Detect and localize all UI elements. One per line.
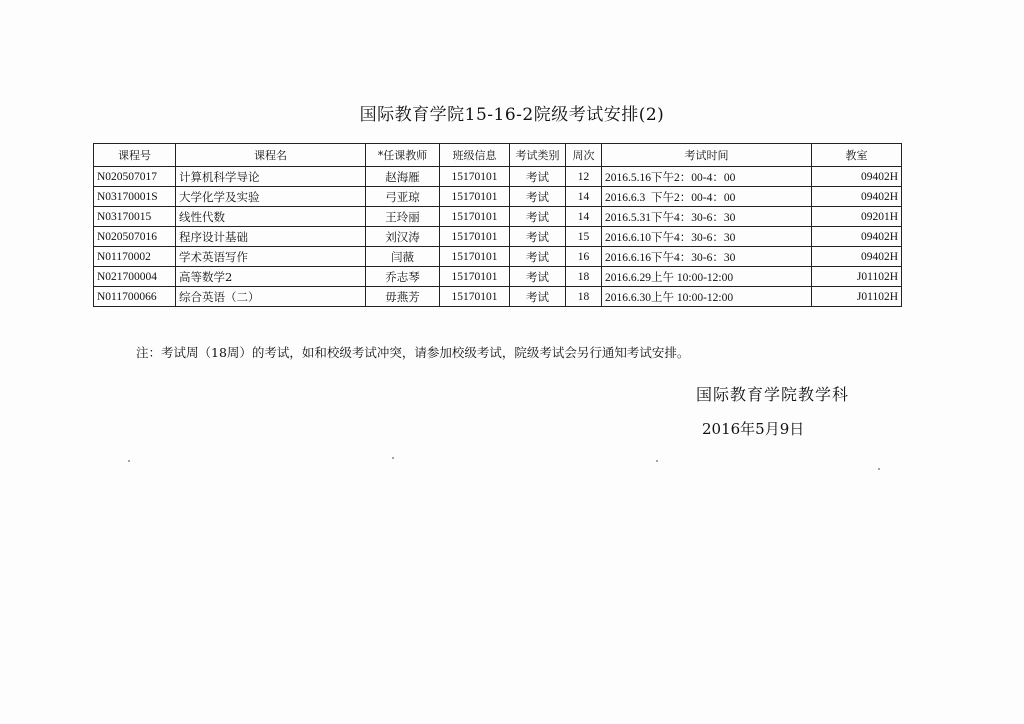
header-week: 周次 xyxy=(566,144,602,167)
scan-speck xyxy=(128,460,130,462)
cell-exam-type: 考试 xyxy=(510,247,566,267)
cell-classroom: 09402H xyxy=(812,187,902,207)
cell-exam-time: 2016.6.3 下午2：00-4：00 xyxy=(602,187,812,207)
cell-week: 14 xyxy=(566,207,602,227)
table-row xyxy=(94,267,902,287)
cell-exam-time: 2016.6.29上午 10:00-12:00 xyxy=(602,267,812,287)
cell-course-code: N01170002 xyxy=(94,247,176,267)
cell-exam-time: 2016.6.16下午4：30-6：30 xyxy=(602,247,812,267)
cell-teacher: 赵海雁 xyxy=(366,167,440,187)
cell-exam-type: 考试 xyxy=(510,207,566,227)
header-exam-type: 考试类别 xyxy=(510,144,566,167)
cell-week: 16 xyxy=(566,247,602,267)
header-course-name: 课程名 xyxy=(176,144,366,167)
cell-week: 15 xyxy=(566,227,602,247)
cell-class-info: 15170101 xyxy=(440,167,510,187)
cell-course-name: 学术英语写作 xyxy=(176,247,366,267)
table-row xyxy=(94,207,902,227)
cell-teacher: 刘汉涛 xyxy=(366,227,440,247)
table-header-row xyxy=(94,144,902,167)
cell-course-code: N03170015 xyxy=(94,207,176,227)
cell-course-code: N021700004 xyxy=(94,267,176,287)
cell-teacher: 闫薇 xyxy=(366,247,440,267)
scan-speck xyxy=(878,468,880,470)
cell-course-name: 程序设计基础 xyxy=(176,227,366,247)
table-row xyxy=(94,167,902,187)
cell-teacher: 王玲丽 xyxy=(366,207,440,227)
cell-course-code: N03170001S xyxy=(94,187,176,207)
cell-course-name: 综合英语（二） xyxy=(176,287,366,307)
cell-class-info: 15170101 xyxy=(440,207,510,227)
cell-course-code: N011700066 xyxy=(94,287,176,307)
exam-note: 注：考试周（18周）的考试，如和校级考试冲突，请参加校级考试，院级考试会另行通知考试安排。 xyxy=(136,345,690,360)
cell-exam-type: 考试 xyxy=(510,287,566,307)
issuing-office: 国际教育学院教学科 xyxy=(696,385,850,404)
cell-classroom: J01102H xyxy=(812,267,902,287)
cell-classroom: 09402H xyxy=(812,227,902,247)
scan-speck xyxy=(392,457,394,459)
cell-exam-time: 2016.6.30上午 10:00-12:00 xyxy=(602,287,812,307)
cell-week: 18 xyxy=(566,267,602,287)
cell-class-info: 15170101 xyxy=(440,287,510,307)
cell-classroom: 09402H xyxy=(812,247,902,267)
cell-course-name: 计算机科学导论 xyxy=(176,167,366,187)
cell-course-name: 大学化学及实验 xyxy=(176,187,366,207)
cell-classroom: 09402H xyxy=(812,167,902,187)
table-row xyxy=(94,247,902,267)
cell-classroom: J01102H xyxy=(812,287,902,307)
cell-teacher: 乔志琴 xyxy=(366,267,440,287)
cell-exam-time: 2016.5.16下午2：00-4：00 xyxy=(602,167,812,187)
header-class-info: 班级信息 xyxy=(440,144,510,167)
issue-date: 2016年5月9日 xyxy=(702,420,805,438)
cell-teacher: 弓亚琼 xyxy=(366,187,440,207)
cell-course-name: 线性代数 xyxy=(176,207,366,227)
cell-exam-type: 考试 xyxy=(510,267,566,287)
cell-week: 12 xyxy=(566,167,602,187)
cell-exam-time: 2016.5.31下午4：30-6：30 xyxy=(602,207,812,227)
cell-class-info: 15170101 xyxy=(440,227,510,247)
table-row xyxy=(94,187,902,207)
header-course-code: 课程号 xyxy=(94,144,176,167)
cell-classroom: 09201H xyxy=(812,207,902,227)
scan-speck xyxy=(656,460,658,462)
cell-class-info: 15170101 xyxy=(440,187,510,207)
cell-exam-type: 考试 xyxy=(510,167,566,187)
page-title: 国际教育学院15-16-2院级考试安排(2) xyxy=(359,105,665,125)
header-teacher: *任课教师 xyxy=(366,144,440,167)
cell-class-info: 15170101 xyxy=(440,247,510,267)
cell-class-info: 15170101 xyxy=(440,267,510,287)
cell-exam-type: 考试 xyxy=(510,187,566,207)
cell-week: 18 xyxy=(566,287,602,307)
header-classroom: 教室 xyxy=(812,144,902,167)
cell-course-code: N020507016 xyxy=(94,227,176,247)
cell-exam-type: 考试 xyxy=(510,227,566,247)
table-row xyxy=(94,227,902,247)
table-row xyxy=(94,287,902,307)
exam-schedule-table xyxy=(93,143,902,307)
cell-teacher: 毋燕芳 xyxy=(366,287,440,307)
cell-week: 14 xyxy=(566,187,602,207)
cell-course-code: N020507017 xyxy=(94,167,176,187)
cell-exam-time: 2016.6.10下午4：30-6：30 xyxy=(602,227,812,247)
cell-course-name: 高等数学2 xyxy=(176,267,366,287)
header-exam-time: 考试时间 xyxy=(602,144,812,167)
